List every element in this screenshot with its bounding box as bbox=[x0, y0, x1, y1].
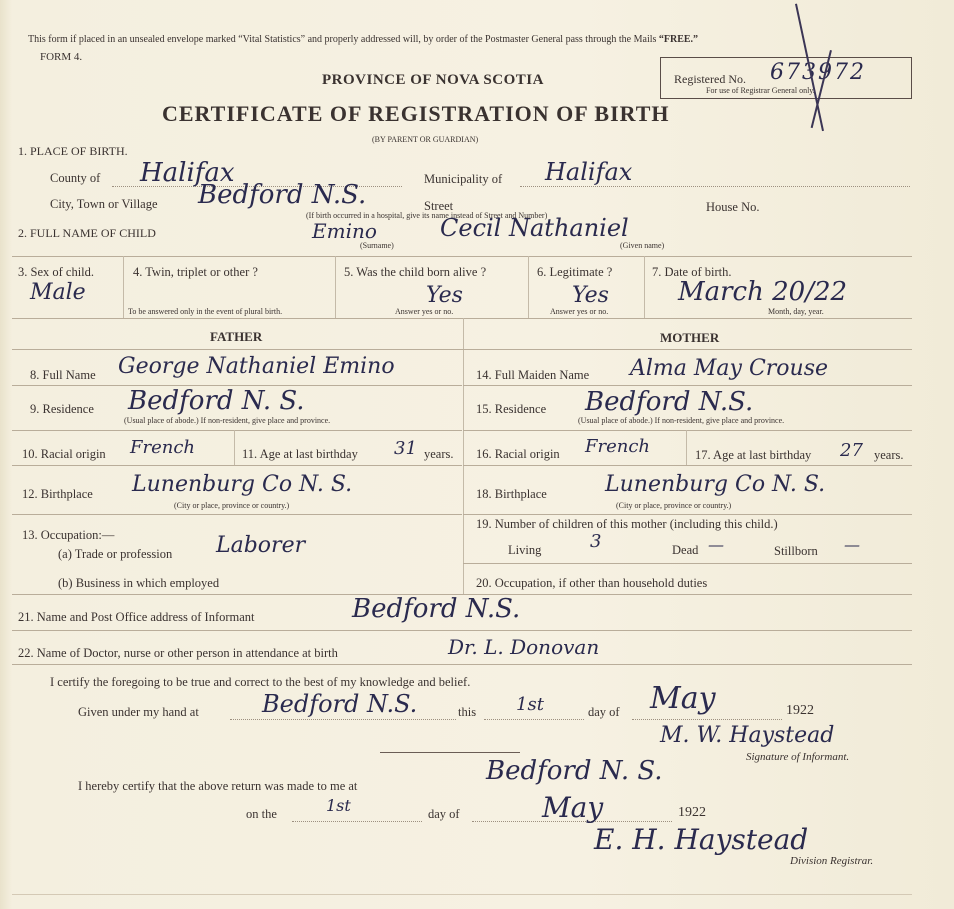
sex-value: Male bbox=[30, 280, 86, 305]
mother-age-value: 27 bbox=[840, 440, 863, 461]
stillborn-label: Stillborn bbox=[774, 544, 818, 558]
city-value: Bedford N.S. bbox=[198, 180, 367, 210]
this-label: this bbox=[458, 705, 477, 719]
given-name-note: (Given name) bbox=[620, 241, 665, 250]
given-year: 1922 bbox=[786, 703, 814, 718]
occupation-label: 13. Occupation:— bbox=[22, 528, 115, 542]
hospital-note: (If birth occurred in a hospital, give its name instead of Street and Number) bbox=[306, 211, 548, 220]
father-race-value: French bbox=[130, 437, 196, 458]
father-name-label: 8. Full Name bbox=[30, 368, 96, 382]
row-divider bbox=[12, 630, 912, 631]
province-heading: PROVINCE OF NOVA SCOTIA bbox=[322, 72, 544, 88]
postal-notice: This form if placed in an unsealed envelope marked “Vital Statistics” and properly addressed will, by order of the Postmaster General pass through the Mails “FREE.” bbox=[28, 34, 699, 45]
father-residence-label: 9. Residence bbox=[30, 402, 94, 416]
row-divider bbox=[12, 349, 912, 350]
given-place-line bbox=[230, 719, 456, 720]
on-the-label: on the bbox=[246, 807, 277, 821]
father-residence-value: Bedford N. S. bbox=[128, 386, 305, 416]
row-divider bbox=[12, 256, 912, 257]
doctor-value: Dr. L. Donovan bbox=[448, 635, 600, 659]
business-label: (b) Business in which employed bbox=[58, 576, 220, 590]
given-day-line bbox=[484, 719, 584, 720]
date-of-birth-value: March 20/22 bbox=[678, 277, 848, 307]
given-place-value: Bedford N.S. bbox=[262, 690, 418, 718]
dead-value: — bbox=[708, 535, 724, 554]
registrar-day-of-label: day of bbox=[428, 807, 460, 821]
father-age-value: 31 bbox=[394, 438, 417, 459]
row-divider bbox=[463, 430, 912, 431]
col-divider bbox=[123, 256, 124, 318]
mother-residence-note: (Usual place of abode.) If non-resident, give place and province. bbox=[578, 416, 785, 425]
mother-residence-label: 15. Residence bbox=[476, 402, 547, 416]
children-count-label: 19. Number of children of this mother (including this child.) bbox=[476, 517, 778, 531]
father-birthplace-note: (City or place, province or country.) bbox=[174, 501, 290, 510]
trade-label: (a) Trade or profession bbox=[58, 547, 173, 561]
mother-residence-value: Bedford N.S. bbox=[585, 387, 754, 417]
given-under-label: Given under my hand at bbox=[78, 705, 199, 719]
registrar-day-line bbox=[292, 821, 422, 822]
born-alive-value: Yes bbox=[426, 283, 463, 308]
registrar-statement: I hereby certify that the above return was made to me at bbox=[78, 779, 358, 793]
parents-divider bbox=[463, 318, 464, 594]
street-label: Street bbox=[424, 199, 454, 213]
dead-label: Dead bbox=[672, 543, 699, 557]
registrar-day-value: 1st bbox=[326, 796, 351, 815]
row-divider bbox=[12, 318, 912, 319]
trade-value: Laborer bbox=[216, 533, 306, 558]
registrar-year: 1922 bbox=[678, 805, 706, 820]
legitimate-value: Yes bbox=[572, 283, 609, 308]
date-of-birth-note: Month, day, year. bbox=[768, 307, 824, 316]
day-of-label: day of bbox=[588, 705, 620, 719]
given-day-value: 1st bbox=[516, 694, 544, 715]
municipality-value: Halifax bbox=[545, 158, 633, 186]
document-subtitle: (BY PARENT OR GUARDIAN) bbox=[372, 135, 479, 144]
col-divider bbox=[686, 430, 687, 465]
row-divider bbox=[463, 563, 912, 564]
twin-note: To be answered only in the event of plural birth. bbox=[128, 307, 283, 316]
given-month-line bbox=[632, 719, 782, 720]
father-birthplace-value: Lunenburg Co N. S. bbox=[132, 472, 353, 497]
child-surname: Emino bbox=[312, 219, 377, 243]
mother-race-value: French bbox=[585, 436, 651, 457]
registrar-signature: E. H. Haystead bbox=[594, 823, 809, 856]
father-age-label: 11. Age at last birthday bbox=[242, 447, 358, 461]
born-alive-label: 5. Was the child born alive ? bbox=[344, 265, 487, 279]
child-name-label: 2. FULL NAME OF CHILD bbox=[18, 226, 156, 240]
mother-heading: MOTHER bbox=[660, 330, 720, 345]
informant-label: 21. Name and Post Office address of Informant bbox=[18, 610, 255, 624]
mother-years-label: years. bbox=[874, 448, 904, 462]
row-divider bbox=[463, 465, 912, 466]
certify-statement: I certify the foregoing to be true and correct to the best of my knowledge and belief. bbox=[50, 675, 471, 689]
registered-label: Registered No. bbox=[674, 72, 746, 86]
document-title: CERTIFICATE OF REGISTRATION OF BIRTH bbox=[162, 101, 670, 126]
date-of-birth-label: 7. Date of birth. bbox=[652, 265, 732, 279]
surname-note: (Surname) bbox=[360, 241, 394, 250]
form-number: FORM 4. bbox=[40, 51, 83, 63]
sex-label: 3. Sex of child. bbox=[18, 265, 95, 279]
city-label: City, Town or Village bbox=[50, 197, 158, 211]
father-residence-note: (Usual place of abode.) If non-resident, give place and province. bbox=[124, 416, 331, 425]
stillborn-value: — bbox=[844, 535, 860, 554]
mother-birthplace-note: (City or place, province or country.) bbox=[616, 501, 732, 510]
bottom-edge bbox=[12, 894, 912, 895]
place-heading: 1. PLACE OF BIRTH. bbox=[18, 144, 128, 158]
col-divider bbox=[234, 430, 235, 465]
col-divider bbox=[335, 256, 336, 318]
mother-birthplace-value: Lunenburg Co N. S. bbox=[605, 472, 826, 497]
living-value: 3 bbox=[590, 531, 602, 552]
row-divider bbox=[463, 514, 912, 515]
municipality-line bbox=[520, 186, 910, 187]
informant-signature: M. W. Haystead bbox=[660, 723, 835, 748]
row-divider bbox=[12, 514, 462, 515]
father-heading: FATHER bbox=[210, 329, 263, 344]
doctor-label: 22. Name of Doctor, nurse or other person in attendance at birth bbox=[18, 646, 338, 660]
father-birthplace-label: 12. Birthplace bbox=[22, 487, 93, 501]
registrar-month-value: May bbox=[542, 791, 604, 824]
registrar-caption: Division Registrar. bbox=[790, 855, 874, 867]
father-name-value: George Nathaniel Emino bbox=[118, 354, 395, 379]
mother-name-label: 14. Full Maiden Name bbox=[476, 368, 590, 382]
mother-age-label: 17. Age at last birthday bbox=[695, 448, 812, 462]
informant-value: Bedford N.S. bbox=[352, 594, 521, 624]
row-divider bbox=[463, 385, 912, 386]
mother-name-value: Alma May Crouse bbox=[630, 356, 829, 381]
born-alive-note: Answer yes or no. bbox=[395, 307, 454, 316]
municipality-label: Municipality of bbox=[424, 172, 503, 186]
living-label: Living bbox=[508, 543, 542, 557]
row-divider bbox=[12, 430, 462, 431]
row-divider bbox=[12, 465, 462, 466]
registrar-general-note: For use of Registrar General only. bbox=[706, 86, 815, 95]
signature-rule bbox=[380, 752, 520, 753]
father-years-label: years. bbox=[424, 447, 454, 461]
house-number-label: House No. bbox=[706, 200, 760, 214]
registrar-place-value: Bedford N. S. bbox=[486, 756, 663, 786]
twin-label: 4. Twin, triplet or other ? bbox=[133, 265, 258, 279]
informant-signature-caption: Signature of Informant. bbox=[746, 751, 850, 763]
col-divider bbox=[528, 256, 529, 318]
legitimate-label: 6. Legitimate ? bbox=[537, 265, 613, 279]
father-race-label: 10. Racial origin bbox=[22, 447, 106, 461]
col-divider bbox=[644, 256, 645, 318]
legitimate-note: Answer yes or no. bbox=[550, 307, 609, 316]
mother-race-label: 16. Racial origin bbox=[476, 447, 560, 461]
county-label: County of bbox=[50, 171, 101, 185]
row-divider bbox=[12, 664, 912, 665]
given-month-value: May bbox=[650, 681, 716, 716]
mother-occupation-label: 20. Occupation, if other than household duties bbox=[476, 576, 708, 590]
child-given-name: Cecil Nathaniel bbox=[440, 214, 629, 242]
mother-birthplace-label: 18. Birthplace bbox=[476, 487, 547, 501]
registered-number: 673972 bbox=[770, 60, 866, 85]
county-value: Halifax bbox=[140, 158, 235, 188]
